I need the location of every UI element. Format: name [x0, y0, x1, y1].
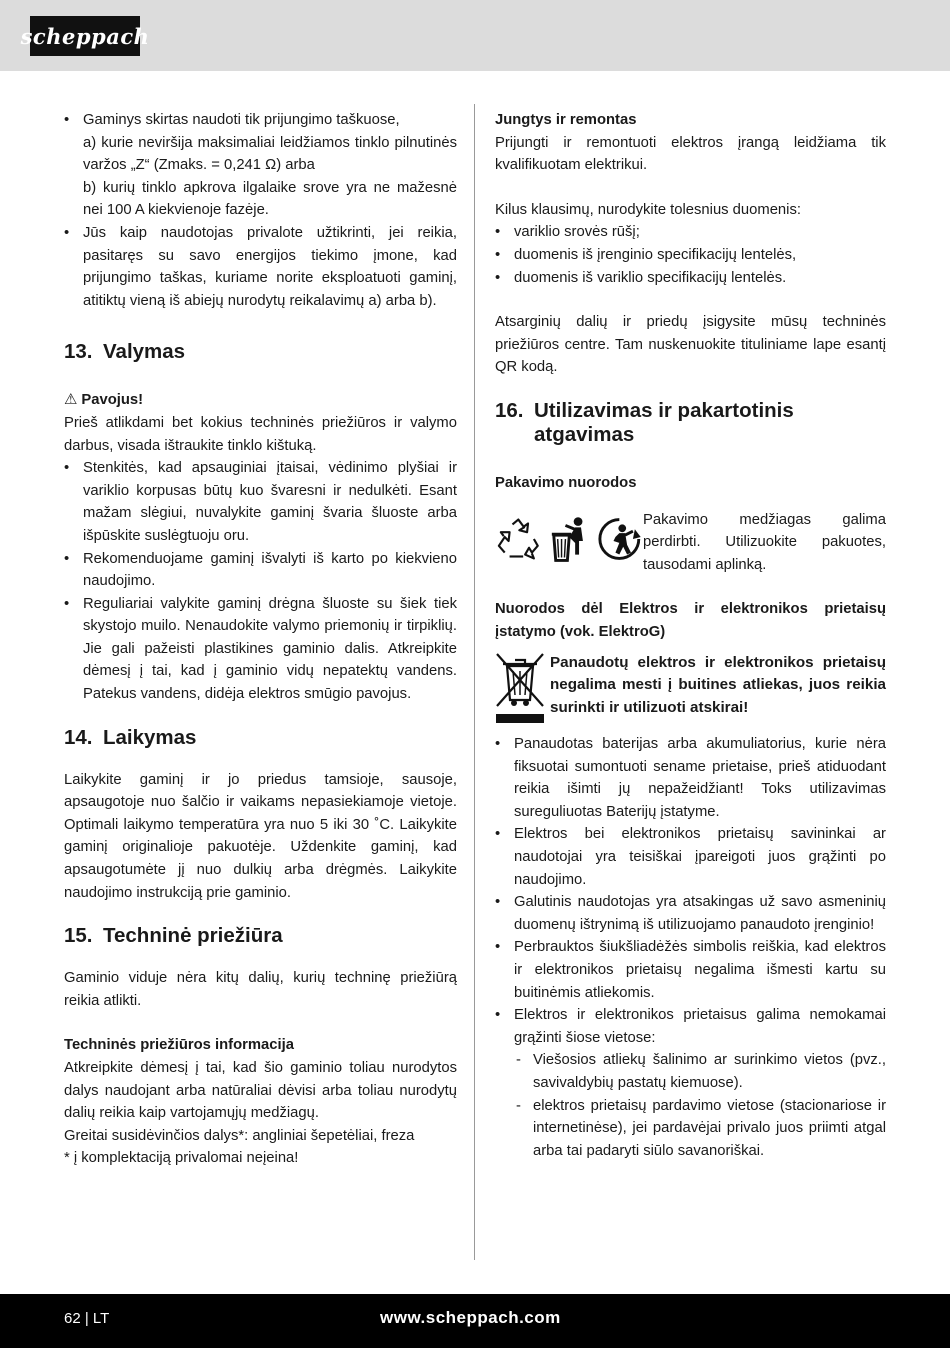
- list-item: • Reguliariai valykite gaminį drėgna šluoste su šiek tiek skystojo muilo. Nenaudokite valymo priemonių ir tirpiklių. Jie gali pažeisti plastikines gaminio dalis. Atkreipkite dėmesį į tai, kad į gaminio vidų nepatektų vandens. Patekus vandens, didėja elektros smūgio pavojus.: [64, 593, 457, 706]
- weee-block: [495, 652, 886, 734]
- section-number: 14.: [64, 725, 93, 749]
- return-locations-list: [514, 1049, 886, 1162]
- column-divider: [474, 104, 475, 1260]
- page-header: [0, 0, 950, 71]
- page-number: 62 | LT: [64, 1310, 110, 1327]
- section-number: 15.: [64, 924, 93, 948]
- left-column: [64, 109, 457, 1170]
- questions-intro: Kilus klausimų, nurodykite tolesnius duomenis:: [495, 201, 801, 218]
- scheppach-logo: scheppach: [30, 16, 140, 56]
- questions-list: [495, 221, 886, 289]
- weee-list: [495, 733, 886, 1162]
- recycle-icon: [495, 515, 542, 563]
- list-item: • Rekomenduojame gaminį išvalyti iš karto po kiekvieno naudojimo.: [64, 548, 457, 593]
- section-title: Laikymas: [103, 725, 197, 749]
- repair-title: Jungtys ir remontas: [495, 112, 637, 128]
- list-item: • Stenkitės, kad apsauginiai įtaisai, vėdinimo plyšiai ir variklio korpusas būtų kuo švaresni ir nedulkėti. Esant mažam slėgiui, nuvalykite gaminį švaria šluoste arba išpūskite suslėgtuoju oru.: [64, 457, 457, 547]
- maintenance-info-title: Techninės priežiūros informacija: [64, 1037, 294, 1054]
- cleaning-intro: Prieš atlikdami bet kokius techninės priežiūros ir valymo darbus, visada ištraukite tinklo kištuką.: [64, 414, 457, 454]
- section-15-heading: [64, 924, 457, 948]
- website-url: www.scheppach.com: [380, 1308, 561, 1327]
- list-item: - Viešosios atliekų šalinimo ar surinkimo vietos (pvz., savivaldybių pastatų kiemuose).: [514, 1049, 886, 1094]
- maintenance-info-text: Atkreipkite dėmesį į tai, kad šio gaminio toliau nurodytos dalys naudojant arba natūraliai dėvisi arba toliau nurodytų dalių reikia kaip vartojamųjų medžiagų.: [64, 1060, 457, 1122]
- footnote-text: * į komplektaciją privalomai neįeina!: [64, 1150, 299, 1167]
- packaging-block: [495, 509, 886, 577]
- right-column: [495, 109, 886, 1162]
- repair-text: Prijungti ir remontuoti elektros įrangą leidžiama tik kvalifikuotam elektrikui.: [495, 134, 886, 174]
- list-item: • duomenis iš variklio specifikacijų lentelės.: [495, 267, 886, 290]
- section-13-heading: [64, 340, 457, 364]
- list-item: • Galutinis naudotojas yra atsakingas už savo asmeninių duomenų ištrynimą iš utilizuojamo panaudoto įrenginio!: [495, 891, 886, 936]
- list-item: • Perbrauktos šiukšliadėžės simbolis reiškia, kad elektros ir elektronikos prietaisų negalima išmesti kartu su buitinėmis atliekomis.: [495, 936, 886, 1004]
- packaging-icons: [495, 509, 643, 577]
- list-item: • Elektros bei elektronikos prietaisų savininkai ar naudotojai yra teisiškai įpareigoti juos grąžinti po naudojimo.: [495, 823, 886, 891]
- list-item: • Gaminys skirtas naudoti tik prijungimo taškuose, a) kurie neviršija maksimaliai leidžiamos tinklo pilnutinės varžos „Z“ (Zmaks. = 0,241 Ω) arba b) kurių tinklo apkrova ilgalaike srove yra ne mažesnė nei 100 A kiekvienoje fazėje.: [64, 109, 457, 222]
- list-item: • Panaudotas baterijas arba akumuliatorius, kurie nėra fiksuotai sumontuoti sename prietaise, prieš atiduodant reikia išimti jų nepažeidžiant! Toks utilizavimas sureguliuotas Baterijų įstatyme.: [495, 733, 886, 823]
- storage-text: Laikykite gaminį ir jo priedus tamsioje, sausoje, apsaugotoje nuo šalčio ir vaikams nepasiekiamoje vietoje. Optimali laikymo temperatūra yra nuo 5 iki 30 ˚C. Laikykite gaminį originalioje pakuotėje. Uždenkite gaminį, kad apsaugotumėte jį nuo dulkių arba drėgmės. Laikykite naudojimo instrukciją prie gaminio.: [64, 771, 457, 901]
- weee-warning: Panaudotų elektros ir elektronikos prietaisų negalima mesti į buitines atliekas, juos reikia surinkti ir utilizuoti atskirai!: [550, 653, 886, 716]
- packaging-text: Pakavimo medžiagas galima perdirbti. Utilizuokite pakuotes, tausodami aplinką.: [643, 511, 886, 573]
- page-footer: [0, 1294, 950, 1348]
- packaging-title: Pakavimo nuorodos: [495, 474, 637, 491]
- list-item: • duomenis iš įrenginio specifikacijų lentelės,: [495, 244, 886, 267]
- danger-label: ⚠ Pavojus!: [64, 392, 144, 409]
- crossed-out-wheelie-bin-icon: [495, 652, 545, 726]
- recycle-person-icon: [596, 515, 643, 563]
- wear-parts-text: Greitai susidėvinčios dalys*: angliniai šepetėliai, freza: [64, 1127, 415, 1144]
- list-item: - elektros prietaisų pardavimo vietose (stacionariose ir internetinėse), jei pardavėjai privalo juos priimti atgal arba tai padaryti siūlo savanoriškai.: [514, 1095, 886, 1163]
- connection-requirements-list: [64, 109, 457, 312]
- list-item: [495, 1004, 886, 1162]
- spare-parts-text: Atsarginių dalių ir priedų įsigysite mūsų techninės priežiūros centre. Tam nuskenuokite tituliniame lape esantį QR kodą.: [495, 314, 886, 376]
- list-item: • variklio srovės rūšį;: [495, 221, 886, 244]
- section-title: Techninė priežiūra: [103, 924, 283, 948]
- warning-triangle-icon: ⚠: [64, 392, 78, 409]
- cleaning-list: [64, 457, 457, 706]
- section-title: Valymas: [103, 340, 186, 364]
- maintenance-text: Gaminio viduje nėra kitų dalių, kurių techninę priežiūrą reikia atlikti.: [64, 970, 457, 1009]
- list-item: • Jūs kaip naudotojas privalote užtikrinti, jei reikia, pasitaręs su savo energijos tiekimo įmone, kad prijungimo taškas, kuriame norite eksploatuoti gaminį, atitiktų vieną iš abiejų nurodytų reikalavimų a) arba b).: [64, 222, 457, 312]
- section-number: 13.: [64, 340, 93, 364]
- section-title: Utilizavimas ir pakartotinis atgavimas: [534, 398, 794, 446]
- weee-title: Nuorodos dėl Elektros ir elektronikos prietaisų įstatymo (vok. ElektroG): [495, 601, 886, 640]
- section-number: 16.: [495, 398, 524, 422]
- return-intro: Elektros ir elektronikos prietaisus galima nemokamai grąžinti šiose vietose:: [514, 1007, 886, 1046]
- section-16-heading: [495, 399, 886, 447]
- section-14-heading: [64, 726, 457, 750]
- waste-bin-person-icon: [546, 515, 591, 567]
- weee-symbol: [495, 652, 550, 734]
